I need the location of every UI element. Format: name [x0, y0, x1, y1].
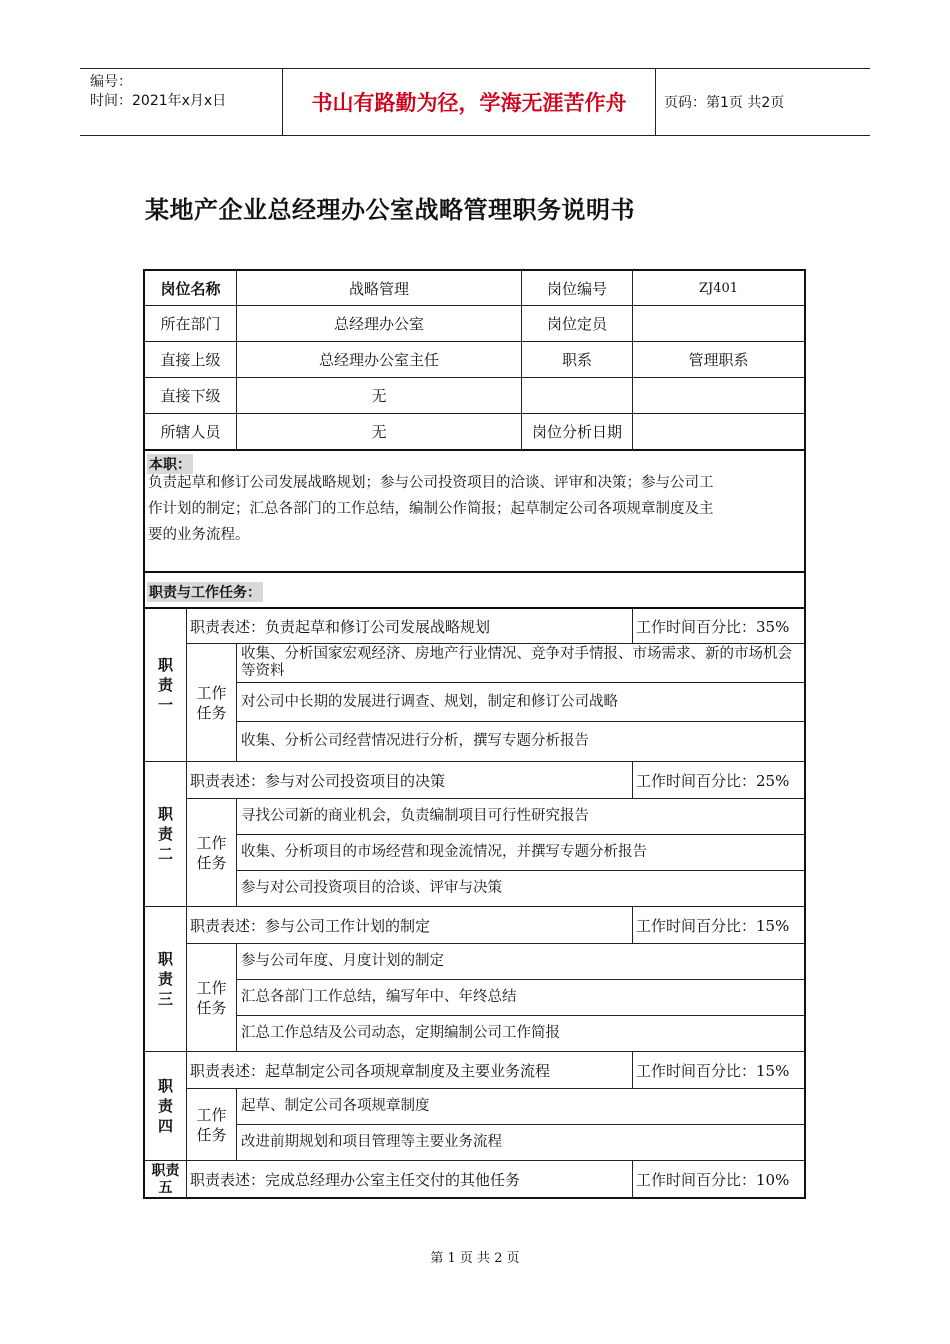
task-item: 对公司中长期的发展进行调查、规划，制定和修订公司战略	[241, 693, 618, 710]
task-item: 汇总各部门工作总结，编写年中、年终总结	[241, 989, 517, 1005]
label-direct-subordinate: 直接下级	[160, 387, 221, 405]
core-duty-line: 要的业务流程。	[148, 527, 250, 543]
value-direct-superior: 总经理办公室主任	[318, 351, 439, 369]
label-headcount: 岗位定员	[546, 315, 607, 333]
task-item: 收集、分析项目的市场经营和现金流情况，并撰写专题分析报告	[241, 844, 647, 860]
value-department: 总经理办公室	[333, 315, 424, 333]
time-label: 时间：2021年x月x日	[90, 93, 227, 109]
core-duty-line: 作计划的制定；汇总各部门的工作总结，编制公作简报；起草制定公司各项规章制度及主	[148, 501, 714, 517]
duty-label-text: 职责五	[151, 1162, 180, 1196]
duty-statement: 职责表述：负责起草和修订公司发展战略规划	[190, 617, 491, 636]
page-indicator: 页码：第1页 共2页	[664, 95, 785, 111]
empty-cell	[633, 378, 804, 413]
work-task-label	[187, 799, 236, 906]
value-staff: 无	[371, 423, 387, 441]
label-department: 所在部门	[160, 315, 221, 333]
work-task-label	[187, 644, 236, 761]
duty-label-text: 职责四	[157, 1077, 173, 1135]
doc-number-label: 编号：	[90, 74, 132, 90]
page-footer: 第 1 页 共 2 页	[430, 1251, 520, 1266]
page-header	[80, 68, 870, 136]
empty-cell	[522, 378, 632, 413]
duty-label	[145, 609, 186, 761]
duty-percent: 工作时间百分比：25%	[636, 771, 790, 790]
header-motto: 书山有路勤为径，学海无涯苦作舟	[282, 69, 656, 135]
value-job-family: 管理职系	[688, 351, 749, 369]
work-task-label-text: 工作任务	[196, 683, 227, 722]
duty-label	[145, 907, 186, 1051]
label-staff: 所辖人员	[160, 423, 221, 441]
duty-statement: 职责表述：完成总经理办公室主任交付的其他任务	[190, 1171, 521, 1189]
task-item: 汇总工作总结及公司动态，定期编制公司工作简报	[241, 1025, 560, 1041]
work-task-label	[187, 1089, 236, 1160]
task-item: 收集、分析国家宏观经济、房地产行业情况、竞争对手情报、市场需求、新的市场机会等资料	[241, 646, 792, 679]
section-label-responsibilities: 职责与工作任务：	[147, 582, 263, 602]
page-title: 某地产企业总经理办公室战略管理职务说明书	[145, 196, 635, 224]
duty-label	[145, 762, 186, 906]
value-position-name: 战略管理	[348, 279, 409, 298]
work-task-label	[187, 944, 236, 1051]
header-meta	[90, 73, 226, 111]
work-task-label-text: 工作任务	[196, 978, 227, 1017]
duty-percent: 工作时间百分比：15%	[636, 916, 790, 935]
section-label-core-duty: 本职：	[147, 454, 193, 474]
duty-label	[145, 1161, 186, 1198]
duty-label-text: 职责二	[157, 805, 173, 863]
work-task-label-text: 工作任务	[196, 1105, 227, 1144]
label-job-family: 职系	[561, 351, 592, 369]
task-item: 改进前期规划和项目管理等主要业务流程	[241, 1134, 502, 1150]
label-position-name: 岗位名称	[160, 279, 221, 298]
duty-label	[145, 1052, 186, 1160]
task-item: 收集、分析公司经营情况进行分析，撰写专题分析报告	[241, 733, 589, 749]
duty-percent: 工作时间百分比：35%	[636, 617, 790, 636]
value-analysis-date	[633, 414, 804, 449]
duty-label-text: 职责三	[157, 950, 173, 1008]
task-item: 参与公司年度、月度计划的制定	[241, 953, 444, 969]
label-position-code: 岗位编号	[546, 279, 607, 298]
duty-statement: 职责表述：参与公司工作计划的制定	[190, 916, 431, 935]
value-direct-subordinate: 无	[371, 387, 387, 405]
core-duty-text	[148, 470, 804, 548]
duty-statement: 职责表述：起草制定公司各项规章制度及主要业务流程	[190, 1061, 551, 1080]
task-item: 参与对公司投资项目的洽谈、评审与决策	[241, 880, 502, 896]
label-direct-superior: 直接上级	[160, 351, 221, 369]
value-headcount	[633, 306, 804, 341]
duty-label-text: 职责一	[157, 656, 173, 714]
work-task-label-text: 工作任务	[196, 833, 227, 872]
core-duty-line: 负责起草和修订公司发展战略规划；参与公司投资项目的洽谈、评审和决策；参与公司工	[148, 475, 714, 491]
value-position-code: ZJ401	[698, 280, 739, 296]
duty-percent: 工作时间百分比：15%	[636, 1061, 790, 1080]
duty-statement: 职责表述：参与对公司投资项目的决策	[190, 771, 446, 790]
task-item: 寻找公司新的商业机会，负责编制项目可行性研究报告	[241, 808, 589, 824]
task-item: 起草、制定公司各项规章制度	[241, 1098, 430, 1114]
duty-percent: 工作时间百分比：10%	[636, 1171, 790, 1189]
label-analysis-date: 岗位分析日期	[531, 423, 622, 441]
